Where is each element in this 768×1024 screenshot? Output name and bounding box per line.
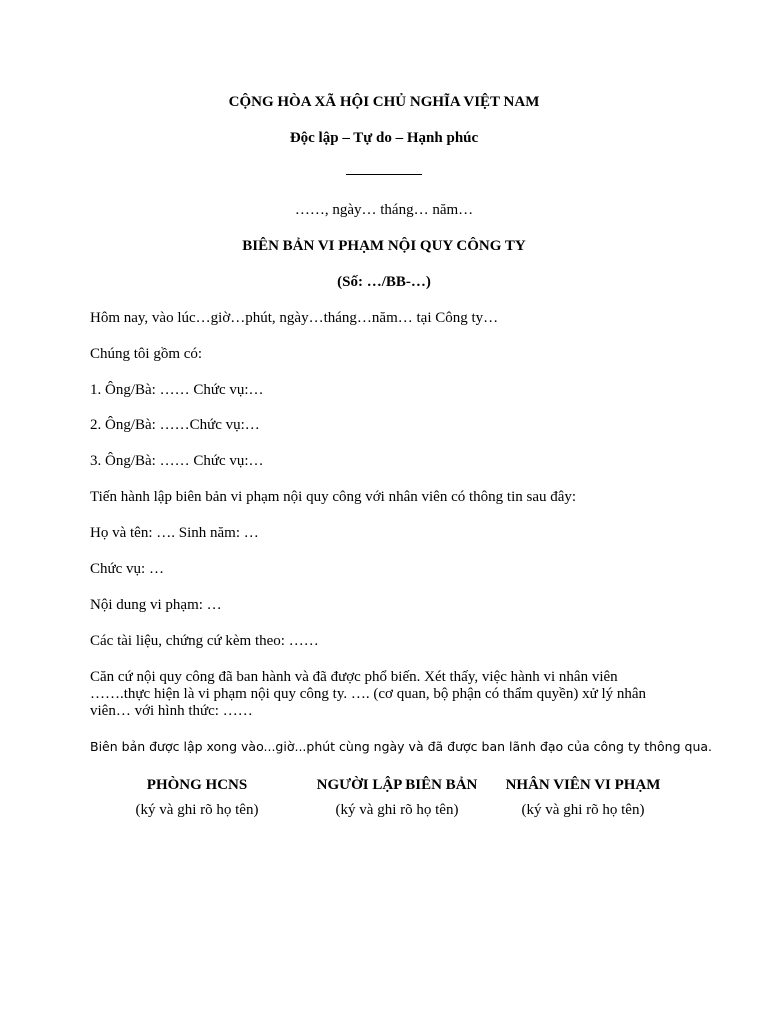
date-line: ……, ngày… tháng… năm… bbox=[294, 202, 474, 218]
signature-title: NGƯỜI LẬP BIÊN BẢN bbox=[316, 777, 478, 793]
member-line: 2. Ông/Bà: ……Chức vụ:… bbox=[90, 417, 260, 433]
signature-title: NHÂN VIÊN VI PHẠM bbox=[505, 777, 661, 793]
document-number: (Số: …/BB-…) bbox=[337, 274, 431, 290]
signature-title: PHÒNG HCNS bbox=[146, 777, 248, 793]
heading-divider bbox=[346, 174, 422, 175]
signature-block-employee bbox=[488, 777, 678, 819]
basis-paragraph: Căn cứ nội quy công đã ban hành và đã được phổ biến. Xét thấy, việc hành vi nhân viên …….thực hiện là vi phạm nội quy công ty. …. (cơ quan, bộ phận có thẩm quyền) xử lý nhân viên… với hình thức: …… bbox=[90, 669, 647, 719]
signature-note: (ký và ghi rõ họ tên) bbox=[521, 802, 645, 818]
member-line: 3. Ông/Bà: …… Chức vụ:… bbox=[90, 453, 264, 469]
document-title: BIÊN BẢN VI PHẠM NỘI QUY CÔNG TY bbox=[242, 238, 526, 254]
member-line: 1. Ông/Bà: …… Chức vụ:… bbox=[90, 382, 264, 398]
signature-note: (ký và ghi rõ họ tên) bbox=[135, 802, 259, 818]
signature-block-preparer bbox=[297, 777, 497, 819]
violation-line: Nội dung vi phạm: … bbox=[90, 597, 222, 613]
proceed-line: Tiến hành lập biên bản vi phạm nội quy công với nhân viên có thông tin sau đây: bbox=[90, 489, 577, 505]
members-heading: Chúng tôi gồm có: bbox=[90, 346, 203, 362]
signature-block-hr bbox=[107, 777, 287, 819]
motto-heading: Độc lập – Tự do – Hạnh phúc bbox=[289, 130, 479, 146]
employee-position-line: Chức vụ: … bbox=[90, 561, 164, 577]
intro-line: Hôm nay, vào lúc…giờ…phút, ngày…tháng…năm… tại Công ty… bbox=[90, 310, 499, 326]
country-heading: CỘNG HÒA XÃ HỘI CHỦ NGHĨA VIỆT NAM bbox=[228, 94, 540, 110]
closing-note: Biên bản được lập xong vào...giờ...phút cùng ngày và đã được ban lãnh đạo của công ty thông qua. bbox=[90, 739, 713, 754]
signature-note: (ký và ghi rõ họ tên) bbox=[335, 802, 459, 818]
evidence-line: Các tài liệu, chứng cứ kèm theo: …… bbox=[90, 633, 319, 649]
employee-name-line: Họ và tên: …. Sinh năm: … bbox=[90, 525, 259, 541]
